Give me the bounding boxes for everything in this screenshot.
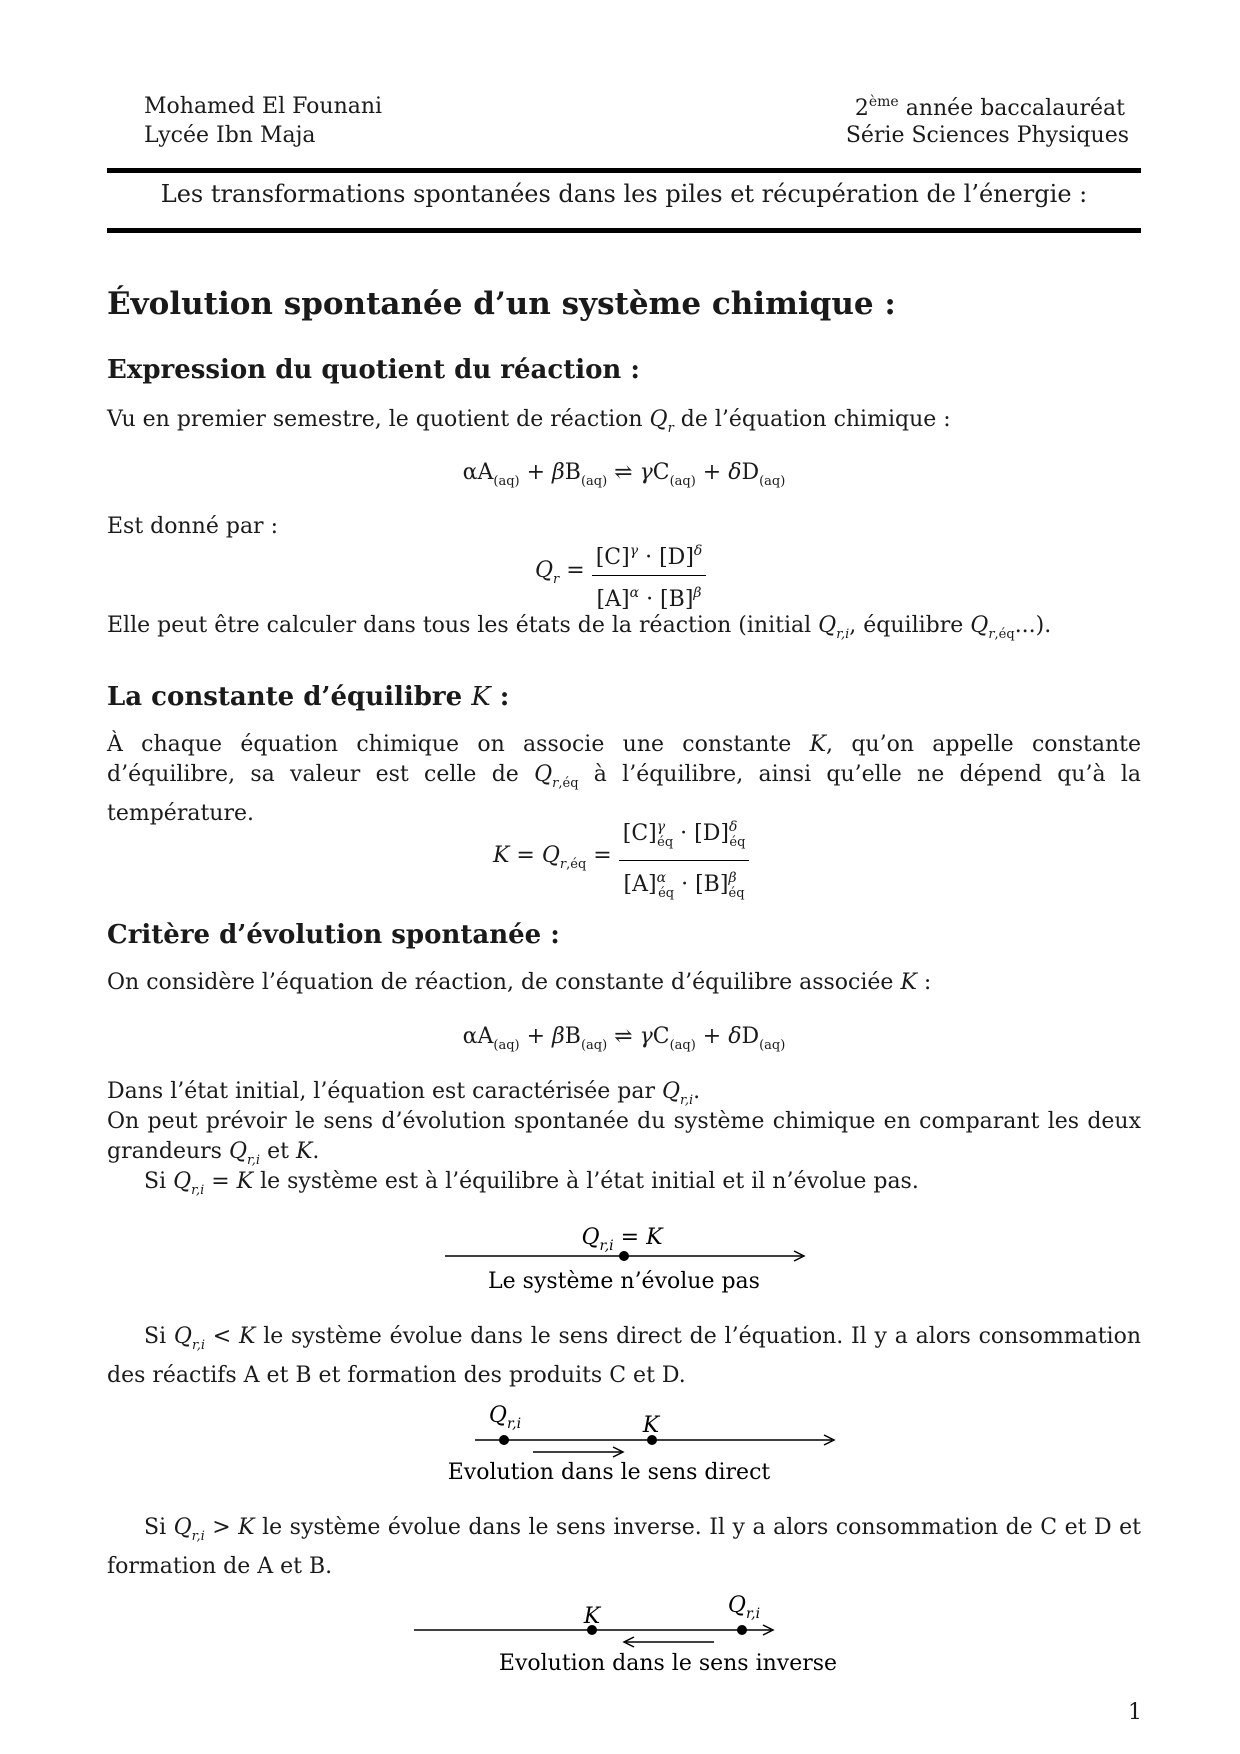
reaction-equation-2: $\alpha A_{(aq)} + \beta B_{(aq)}$ ⇌ $\gamma C_{(aq)} + \delta D_{(aq)}$ bbox=[462, 1024, 786, 1053]
label-q: $Q_{r,i}$ bbox=[727, 1593, 761, 1622]
case-less-text: Si $Q_{r,i} < K$ le système évolue dans le sens direct de l’équation. Il y a alors consommation des réactifs A et B et formation des produits C et D. bbox=[107, 1324, 1141, 1388]
header-rule-bottom bbox=[107, 228, 1141, 233]
diagram-inverse bbox=[400, 1590, 838, 1680]
author-name: Mohamed El Founani bbox=[144, 94, 383, 119]
quotient-formula: $Q_r$ = $\frac{[C]^\gamma \cdot [D]^\delta}{[A]^\alpha \cdot [B]^\beta}$ bbox=[535, 536, 706, 615]
compare-text: On peut prévoir le sens d’évolution spontanée du système chimique en comparant les deux grandeurs $Q_{r,i}$ et K. bbox=[107, 1109, 1141, 1168]
initial-state-text: Dans l’état initial, l’équation est caractérisée par $Q_{r,i}$. bbox=[107, 1079, 701, 1108]
chapter-title: Les transformations spontanées dans les piles et récupération de l’énergie : bbox=[160, 180, 1088, 208]
subsection-quotient-title: Expression du quotient du réaction : bbox=[107, 355, 640, 385]
label-k: K bbox=[642, 1413, 660, 1438]
subsection-criterion-title: Critère d’évolution spontanée : bbox=[107, 920, 560, 950]
subsection-constant-title: La constante d’équilibre K : bbox=[107, 682, 510, 712]
caption-no-evolution: Le système n’évolue pas bbox=[488, 1269, 760, 1294]
diagram-direct bbox=[415, 1400, 845, 1490]
point-q-equals-k bbox=[619, 1251, 629, 1261]
given-by-text: Est donné par : bbox=[107, 514, 278, 539]
school-name: Lycée Ibn Maja bbox=[144, 123, 316, 148]
series-label: Série Sciences Physiques bbox=[845, 123, 1129, 148]
point-q bbox=[737, 1625, 747, 1635]
quotient-states-text: Elle peut être calculer dans tous les états de la réaction (initial $Q_{r,i}$, équilibre $Q_{r,éq}$...). bbox=[107, 613, 1052, 642]
quotient-intro: Vu en premier semestre, le quotient de réaction $Q_r$ de l’équation chimique : bbox=[107, 407, 951, 436]
diagram-no-evolution bbox=[430, 1210, 830, 1300]
caption-inverse: Evolution dans le sens inverse bbox=[498, 1651, 838, 1676]
criterion-intro: On considère l’équation de réaction, de constante d’équilibre associée K : bbox=[107, 970, 932, 995]
case-equal-text: Si $Q_{r,i} = K$ le système est à l’équilibre à l’état initial et il n’évolue pas. bbox=[144, 1169, 919, 1198]
point-q bbox=[499, 1435, 509, 1445]
constant-formula: $K = Q_{r,éq}$ = $\frac{[C]^\gamma_{éq} \cdot [D]^\delta_{éq}}{[A]^\alpha_{éq} \cdot [B]^\beta_{éq}}$ bbox=[493, 812, 749, 909]
reaction-equation-1: $\alpha A_{(aq)} + \beta B_{(aq)}$ ⇌ $\gamma C_{(aq)} + \delta D_{(aq)}$ bbox=[462, 460, 786, 489]
level-label: 2ème année baccalauréat bbox=[854, 94, 1125, 121]
section-title: Évolution spontanée d’un système chimique : bbox=[107, 286, 896, 322]
label-k: K bbox=[583, 1604, 601, 1629]
header-rule-top bbox=[107, 168, 1141, 173]
case-greater-text: Si $Q_{r,i} > K$ le système évolue dans le sens inverse. Il y a alors consommation de C et D et formation de A et B. bbox=[107, 1515, 1141, 1579]
label-q: $Q_{r,i}$ bbox=[488, 1403, 522, 1432]
label-q-equals-k: $Q_{r,i} = K$ bbox=[581, 1225, 663, 1254]
page-number: 1 bbox=[1128, 1700, 1142, 1725]
caption-direct: Evolution dans le sens direct bbox=[447, 1460, 771, 1485]
constant-paragraph: À chaque équation chimique on associe une constante K, qu’on appelle constante d’équilibre, sa valeur est celle de $Q_{r,éq}$ à l’équilibre, ainsi qu’elle ne dépend qu’à la température. bbox=[107, 732, 1142, 826]
